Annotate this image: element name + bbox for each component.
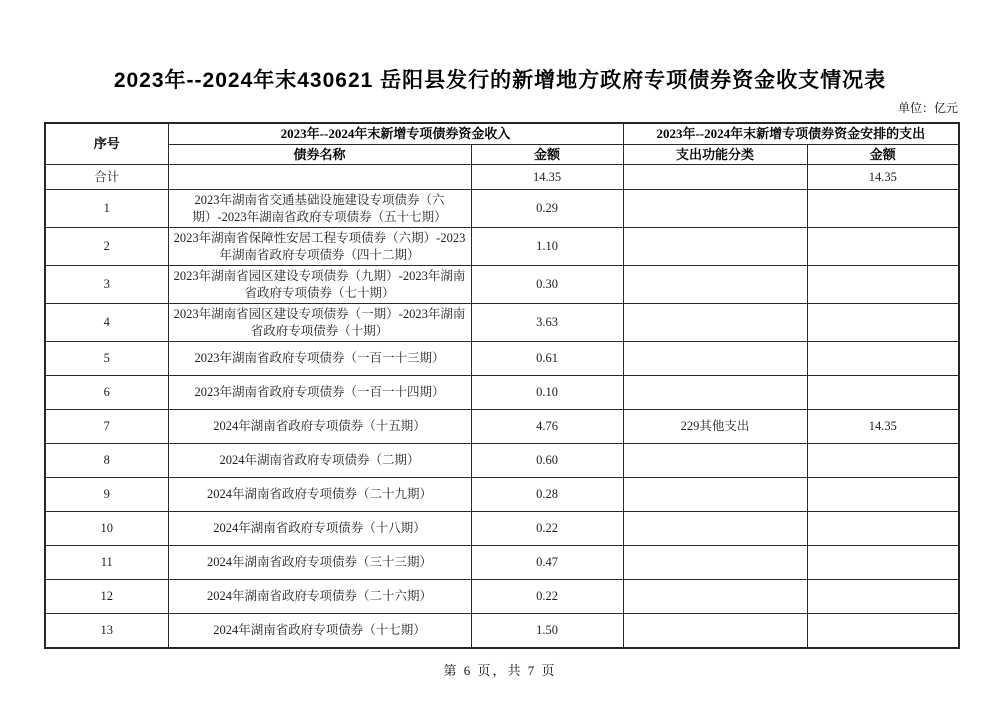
expense-amount-cell <box>807 304 959 342</box>
expense-category-cell <box>623 444 807 478</box>
table-row <box>45 266 959 304</box>
expense-amount-cell <box>807 614 959 648</box>
expense-amount-cell <box>807 266 959 304</box>
seq-cell: 3 <box>45 266 168 304</box>
expense-amount-cell: 14.35 <box>807 410 959 444</box>
bond-name-cell: 2024年湖南省政府专项债券（二十六期） <box>168 580 471 614</box>
table-row <box>45 478 959 512</box>
expense-amount-cell <box>807 376 959 410</box>
seq-cell: 7 <box>45 410 168 444</box>
expense-amount-cell <box>807 512 959 546</box>
unit-label: 单位：亿元 <box>897 101 958 115</box>
expense-category-cell <box>623 190 807 228</box>
seq-cell: 9 <box>45 478 168 512</box>
seq-cell: 合计 <box>45 165 168 190</box>
income-amount-cell: 0.30 <box>471 266 623 304</box>
table-row <box>45 342 959 376</box>
bond-name-cell <box>168 165 471 190</box>
bond-funds-table <box>44 122 960 649</box>
expense-category-cell <box>623 228 807 266</box>
expense-category-cell <box>623 546 807 580</box>
income-amount-cell: 3.63 <box>471 304 623 342</box>
expense-amount-cell <box>807 342 959 376</box>
income-amount-cell: 4.76 <box>471 410 623 444</box>
income-amount-cell: 1.10 <box>471 228 623 266</box>
header-expense-amount: 金额 <box>807 144 959 165</box>
bond-name-cell: 2024年湖南省政府专项债券（二期） <box>168 444 471 478</box>
header-bond-name: 债券名称 <box>168 144 471 165</box>
bond-name-cell: 2024年湖南省政府专项债券（十五期） <box>168 410 471 444</box>
income-amount-cell: 0.22 <box>471 512 623 546</box>
income-amount-cell: 14.35 <box>471 165 623 190</box>
header-expense-category: 支出功能分类 <box>623 144 807 165</box>
bond-name-cell: 2023年湖南省保障性安居工程专项债券（六期）-2023年湖南省政府专项债券（四十二期） <box>168 228 471 266</box>
expense-category-cell <box>623 266 807 304</box>
bond-name-cell: 2024年湖南省政府专项债券（三十三期） <box>168 546 471 580</box>
page-footer: 第 6 页，共 7 页 <box>443 663 557 678</box>
expense-amount-cell <box>807 546 959 580</box>
bond-name-cell: 2023年湖南省政府专项债券（一百一十三期） <box>168 342 471 376</box>
total-row <box>45 165 959 190</box>
bond-name-cell: 2023年湖南省政府专项债券（一百一十四期） <box>168 376 471 410</box>
income-amount-cell: 0.61 <box>471 342 623 376</box>
expense-category-cell <box>623 614 807 648</box>
expense-category-cell <box>623 580 807 614</box>
bond-name-cell: 2024年湖南省政府专项债券（十七期） <box>168 614 471 648</box>
income-amount-cell: 1.50 <box>471 614 623 648</box>
bond-name-cell: 2023年湖南省园区建设专项债券（九期）-2023年湖南省政府专项债券（七十期） <box>168 266 471 304</box>
expense-amount-cell <box>807 228 959 266</box>
seq-cell: 12 <box>45 580 168 614</box>
table-row <box>45 580 959 614</box>
expense-category-cell <box>623 376 807 410</box>
expense-category-cell <box>623 478 807 512</box>
header-income-amount: 金额 <box>471 144 623 165</box>
income-amount-cell: 0.47 <box>471 546 623 580</box>
expense-amount-cell <box>807 190 959 228</box>
table-row <box>45 410 959 444</box>
expense-amount-cell <box>807 478 959 512</box>
table-row <box>45 444 959 478</box>
income-amount-cell: 0.60 <box>471 444 623 478</box>
table-row <box>45 546 959 580</box>
income-amount-cell: 0.22 <box>471 580 623 614</box>
income-amount-cell: 0.28 <box>471 478 623 512</box>
expense-amount-cell: 14.35 <box>807 165 959 190</box>
seq-cell: 10 <box>45 512 168 546</box>
header-seq: 序号 <box>45 123 168 165</box>
table-row <box>45 304 959 342</box>
bond-name-cell: 2023年湖南省交通基础设施建设专项债券（六期）-2023年湖南省政府专项债券（五十七期） <box>168 190 471 228</box>
seq-cell: 4 <box>45 304 168 342</box>
expense-category-cell <box>623 165 807 190</box>
table-row <box>45 376 959 410</box>
table-row <box>45 512 959 546</box>
seq-cell: 6 <box>45 376 168 410</box>
seq-cell: 8 <box>45 444 168 478</box>
seq-cell: 11 <box>45 546 168 580</box>
expense-amount-cell <box>807 444 959 478</box>
page-title: 2023年--2024年末430621 岳阳县发行的新增地方政府专项债券资金收支情况表 <box>113 69 887 92</box>
header-income-group: 2023年--2024年末新增专项债券资金收入 <box>168 123 623 144</box>
expense-amount-cell <box>807 580 959 614</box>
expense-category-cell <box>623 342 807 376</box>
income-amount-cell: 0.10 <box>471 376 623 410</box>
bond-name-cell: 2024年湖南省政府专项债券（十八期） <box>168 512 471 546</box>
expense-category-cell: 229其他支出 <box>623 410 807 444</box>
seq-cell: 1 <box>45 190 168 228</box>
table-row <box>45 190 959 228</box>
table-row <box>45 228 959 266</box>
bond-name-cell: 2024年湖南省政府专项债券（二十九期） <box>168 478 471 512</box>
expense-category-cell <box>623 512 807 546</box>
header-expense-group: 2023年--2024年末新增专项债券资金安排的支出 <box>623 123 959 144</box>
table-row <box>45 614 959 648</box>
seq-cell: 2 <box>45 228 168 266</box>
seq-cell: 5 <box>45 342 168 376</box>
bond-name-cell: 2023年湖南省园区建设专项债券（一期）-2023年湖南省政府专项债券（十期） <box>168 304 471 342</box>
seq-cell: 13 <box>45 614 168 648</box>
income-amount-cell: 0.29 <box>471 190 623 228</box>
expense-category-cell <box>623 304 807 342</box>
